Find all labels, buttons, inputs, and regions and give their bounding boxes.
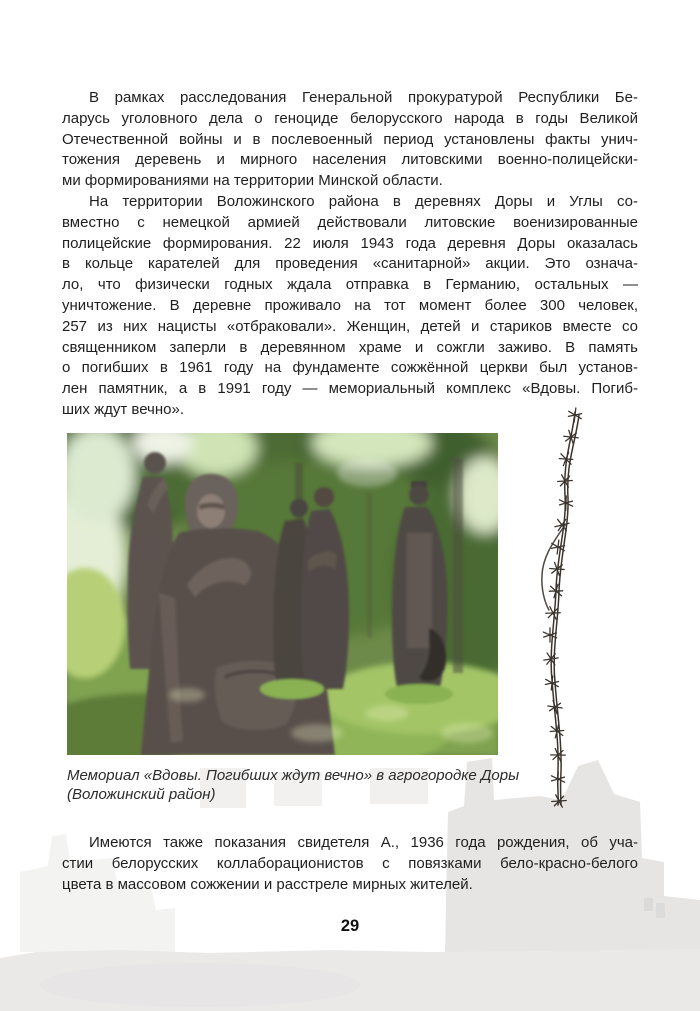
caption-line: (Воложинский район)	[67, 786, 216, 803]
text-line: ло, что физически годных ждала отправка в Германию, остальных —	[62, 276, 638, 294]
text-line: лен памятник, а в 1991 году — мемориальный комплекс «Вдовы. Погиб-	[62, 380, 638, 398]
memorial-statues-photograph	[67, 433, 498, 755]
text-line: Отечественной войны и в послевоенный период установлены факты унич-	[62, 130, 638, 148]
text-line: полицейские формирования. 22 июля 1943 года деревня Доры оказалась	[62, 234, 638, 252]
body-paragraph-3	[62, 833, 638, 895]
text-line: о погибших в 1961 году на фундаменте сожжённой церкви был установ-	[62, 359, 638, 377]
text-line: ларусь уголовного дела о геноциде белорусского народа в годы Великой	[62, 109, 638, 127]
text-line: На территории Воложинского района в деревнях Доры и Углы со-	[89, 193, 638, 210]
photo-caption	[67, 766, 547, 804]
text-line: вместно с немецкой армией действовали литовские военизированные	[62, 213, 638, 231]
text-line: В рамках расследования Генеральной прокуратурой Республики Бе-	[89, 89, 638, 106]
page-number: 29	[340, 917, 360, 935]
text-line: 257 из них нацисты «отбраковали». Женщин, детей и стариков вместе со	[62, 317, 638, 335]
barbed-wire-illustration	[535, 405, 595, 810]
text-line: уничтожение. В деревне проживало на тот момент более 300 человек,	[62, 296, 638, 314]
text-line: ших ждут вечно».	[62, 400, 184, 418]
body-paragraph-1	[62, 88, 638, 192]
text-line: в кольце карателей для проведения «санитарной» акции. Это означа-	[62, 255, 638, 273]
body-paragraph-2	[62, 192, 638, 421]
text-line: тожения деревень и мирного населения литовскими военно-полицейски-	[62, 151, 638, 169]
text-line: священником заперли в деревянном храме и сожгли заживо. В память	[62, 338, 638, 356]
text-line: ми формированиями на территории Минской области.	[62, 172, 443, 190]
text-line: Имеются также показания свидетеля А., 1936 года рождения, об уча-	[89, 834, 638, 851]
text-line: стии белорусских коллаборационистов с повязками бело-красно-белого	[62, 854, 638, 872]
text-line: цвета в массовом сожжении и расстреле мирных жителей.	[62, 875, 473, 893]
caption-line: Мемориал «Вдовы. Погибших ждут вечно» в агрогородке Доры	[67, 767, 520, 784]
